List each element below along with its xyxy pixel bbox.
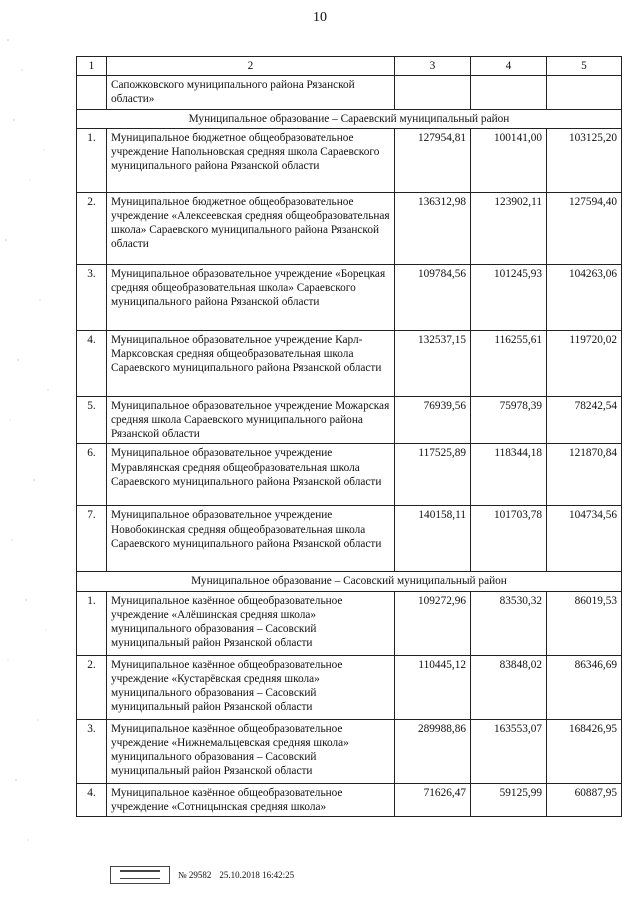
value-col3: 109784,56 xyxy=(395,264,471,330)
table-row xyxy=(77,128,622,192)
table-row xyxy=(77,506,622,572)
value-col5: 104734,56 xyxy=(547,506,622,572)
institution-name: Муниципальное казённое общеобразовательное учреждение «Нижнемальцевская средняя школа» муниципального образования – Сасовский муниципальный район Рязанской области xyxy=(107,719,395,783)
section-header-row xyxy=(77,109,622,128)
row-number: 2. xyxy=(77,655,107,719)
value-col3: 132537,15 xyxy=(395,330,471,396)
institution-name: Муниципальное бюджетное общеобразовательное учреждение «Алексеевская средняя общеобразовательная школа» Сараевского муниципального района Рязанской области xyxy=(107,192,395,264)
institution-name: Муниципальное образовательное учреждение Можарская средняя школа Сараевского муниципального района Рязанской области xyxy=(107,396,395,444)
institution-name: Муниципальное казённое общеобразовательное учреждение «Алёшинская средняя школа» муниципального образования – Сасовский муниципальный район Рязанской области xyxy=(107,591,395,655)
table-row xyxy=(77,719,622,783)
value-col4: 101703,78 xyxy=(471,506,547,572)
table-row xyxy=(77,192,622,264)
value-col3: 140158,11 xyxy=(395,506,471,572)
column-header: 1 xyxy=(77,57,107,76)
page-number: 10 xyxy=(313,10,327,25)
table-row xyxy=(77,444,622,506)
value-col4: 59125,99 xyxy=(471,783,547,816)
value-col3: 109272,96 xyxy=(395,591,471,655)
table-row xyxy=(77,591,622,655)
value-col5: 104263,06 xyxy=(547,264,622,330)
value-col3: 110445,12 xyxy=(395,655,471,719)
row-number: 4. xyxy=(77,783,107,816)
value-col5: 78242,54 xyxy=(547,396,622,444)
value-col4: 83848,02 xyxy=(471,655,547,719)
row-number: 6. xyxy=(77,444,107,506)
table-row xyxy=(77,396,622,444)
column-header: 2 xyxy=(107,57,395,76)
value-col5: 127594,40 xyxy=(547,192,622,264)
table-row xyxy=(77,655,622,719)
row-number: 7. xyxy=(77,506,107,572)
institution-name: Муниципальное казённое общеобразовательное учреждение «Кустарёвская средняя школа» муниципального образования – Сасовский муниципальный район Рязанской области xyxy=(107,655,395,719)
row-number: 1. xyxy=(77,128,107,192)
column-header: 3 xyxy=(395,57,471,76)
institution-name: Муниципальное бюджетное общеобразовательное учреждение Напольновская средняя школа Сараевского муниципального района Рязанской области xyxy=(107,128,395,192)
row-number: 3. xyxy=(77,719,107,783)
value-col5: 119720,02 xyxy=(547,330,622,396)
institution-name: Муниципальное казённое общеобразовательное учреждение «Сотницынская средняя школа» xyxy=(107,783,395,816)
value-col5: 103125,20 xyxy=(547,128,622,192)
institution-name: Муниципальное образовательное учреждение Карл-Марксовская средняя общеобразовательная школа Сараевского муниципального района Рязанской области xyxy=(107,330,395,396)
document-footer xyxy=(110,866,294,884)
value-col3 xyxy=(395,76,471,109)
footer-timestamp: 25.10.2018 16:42:25 xyxy=(219,870,295,880)
row-number: 5. xyxy=(77,396,107,444)
column-header: 5 xyxy=(547,57,622,76)
value-col4: 116255,61 xyxy=(471,330,547,396)
value-col3: 289988,86 xyxy=(395,719,471,783)
value-col5: 60887,95 xyxy=(547,783,622,816)
table-row xyxy=(77,783,622,816)
value-col3: 71626,47 xyxy=(395,783,471,816)
value-col3: 127954,81 xyxy=(395,128,471,192)
allocation-table xyxy=(76,56,622,817)
table-row-continued xyxy=(77,76,622,109)
footer-doc-number: № 29582 xyxy=(178,870,212,880)
value-col4: 83530,32 xyxy=(471,591,547,655)
value-col4: 118344,18 xyxy=(471,444,547,506)
table-header-row xyxy=(77,57,622,76)
scan-margin-noise xyxy=(0,0,60,905)
value-col3: 117525,89 xyxy=(395,444,471,506)
value-col5: 168426,95 xyxy=(547,719,622,783)
table-row xyxy=(77,264,622,330)
value-col5: 86346,69 xyxy=(547,655,622,719)
value-col3: 136312,98 xyxy=(395,192,471,264)
value-col4: 100141,00 xyxy=(471,128,547,192)
value-col5: 121870,84 xyxy=(547,444,622,506)
value-col4 xyxy=(471,76,547,109)
section-header-row xyxy=(77,572,622,591)
column-header: 4 xyxy=(471,57,547,76)
value-col4: 123902,11 xyxy=(471,192,547,264)
institution-name: Сапожковского муниципального района Рязанской области» xyxy=(107,76,395,109)
section-title: Муниципальное образование – Сасовский муниципальный район xyxy=(77,572,622,591)
row-number: 3. xyxy=(77,264,107,330)
section-title: Муниципальное образование – Сараевский муниципальный район xyxy=(77,109,622,128)
value-col3: 76939,56 xyxy=(395,396,471,444)
value-col4: 163553,07 xyxy=(471,719,547,783)
institution-name: Муниципальное образовательное учреждение Новобокинская средняя общеобразовательная школа Сараевского муниципального района Рязанской области xyxy=(107,506,395,572)
value-col5: 86019,53 xyxy=(547,591,622,655)
row-number xyxy=(77,76,107,109)
institution-name: Муниципальное образовательное учреждение «Борецкая средняя общеобразовательная школа» Сараевского муниципального района Рязанской области xyxy=(107,264,395,330)
value-col5 xyxy=(547,76,622,109)
row-number: 2. xyxy=(77,192,107,264)
row-number: 4. xyxy=(77,330,107,396)
institution-name: Муниципальное образовательное учреждение Муравлянская средняя общеобразовательная школа Сараевского муниципального района Рязанской области xyxy=(107,444,395,506)
row-number: 1. xyxy=(77,591,107,655)
table-row xyxy=(77,330,622,396)
value-col4: 75978,39 xyxy=(471,396,547,444)
government-building-logo-icon xyxy=(110,866,170,884)
value-col4: 101245,93 xyxy=(471,264,547,330)
